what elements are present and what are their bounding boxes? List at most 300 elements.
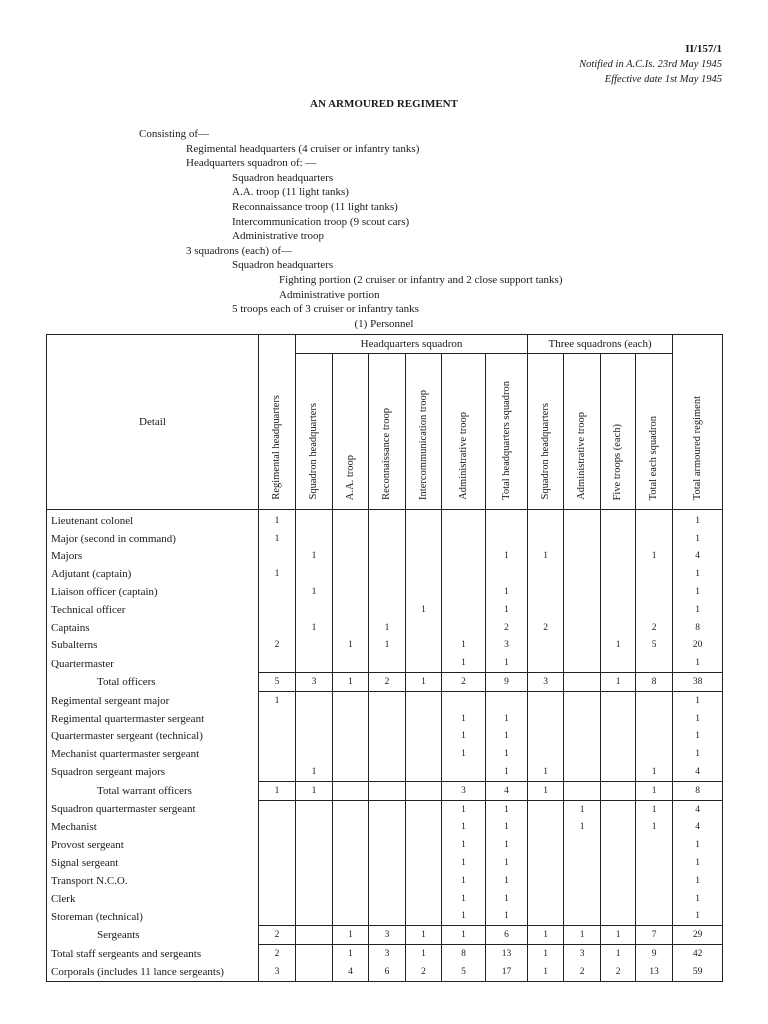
table-cell: 1 — [442, 854, 486, 872]
table-cell: 1 — [486, 836, 528, 854]
table-cell: 1 — [486, 728, 528, 746]
table-cell: 1 — [333, 637, 369, 655]
row-label: Regimental quartermaster sergeant — [47, 710, 259, 728]
table-cell — [259, 819, 296, 837]
column-header — [406, 354, 442, 510]
table-cell: 1 — [673, 510, 723, 530]
table-cell — [486, 565, 528, 583]
row-label: Majors — [47, 548, 259, 566]
composition-item: Intercommunication troop (9 scout cars) — [232, 215, 410, 228]
table-cell — [406, 530, 442, 548]
table-total-row — [47, 673, 723, 692]
composition-item: A.A. troop (11 light tanks) — [232, 186, 349, 199]
table-cell — [259, 890, 296, 908]
composition-item: Regimental headquarters (4 cruiser or infantry tanks) — [186, 142, 420, 155]
table-cell — [601, 854, 636, 872]
table-cell — [564, 637, 601, 655]
row-label: Total officers — [47, 673, 259, 692]
table-cell — [369, 763, 406, 781]
table-cell — [296, 890, 333, 908]
table-header — [47, 335, 723, 510]
table-cell — [528, 637, 564, 655]
table-cell — [369, 890, 406, 908]
table-cell — [296, 963, 333, 981]
composition-list — [0, 127, 768, 317]
table-row — [47, 619, 723, 637]
column-header-label: Squadron headquarters — [539, 403, 551, 500]
table-cell: 1 — [442, 745, 486, 763]
table-cell: 2 — [406, 963, 442, 981]
table-cell — [601, 728, 636, 746]
table-cell — [259, 908, 296, 926]
column-header — [442, 354, 486, 510]
table-cell — [442, 691, 486, 709]
table-cell — [259, 728, 296, 746]
table-total-row — [47, 781, 723, 800]
table-cell — [259, 583, 296, 601]
table-cell — [333, 583, 369, 601]
row-label: Mechanist — [47, 819, 259, 837]
table-cell: 1 — [673, 836, 723, 854]
table-cell: 2 — [442, 673, 486, 692]
table-cell — [333, 800, 369, 818]
table-cell: 42 — [673, 945, 723, 963]
table-cell — [528, 691, 564, 709]
composition-item: 5 troops each of 3 cruiser or infantry tanks — [232, 303, 419, 316]
table-row — [47, 530, 723, 548]
row-label: Corporals (includes 11 lance sergeants) — [47, 963, 259, 981]
detail-header: Detail — [47, 335, 259, 510]
table-cell — [296, 637, 333, 655]
table-cell — [528, 530, 564, 548]
table-cell — [333, 728, 369, 746]
table-cell: 17 — [486, 963, 528, 981]
table-row — [47, 510, 723, 530]
table-cell: 1 — [486, 800, 528, 818]
table-cell — [406, 872, 442, 890]
table-cell — [636, 854, 673, 872]
table-cell: 8 — [673, 619, 723, 637]
table-cell: 6 — [486, 926, 528, 945]
table-cell — [259, 872, 296, 890]
table-cell: 1 — [486, 654, 528, 672]
table-cell: 1 — [528, 945, 564, 963]
column-header-label: Total each squadron — [648, 415, 660, 500]
table-cell: 1 — [442, 872, 486, 890]
table-cell — [333, 819, 369, 837]
row-label: Captains — [47, 619, 259, 637]
table-cell — [259, 745, 296, 763]
table-cell: 38 — [673, 673, 723, 692]
table-cell: 1 — [673, 691, 723, 709]
row-label: Regimental sergeant major — [47, 691, 259, 709]
composition-item: Fighting portion (2 cruiser or infantry and 2 close support tanks) — [279, 273, 563, 286]
table-cell: 1 — [296, 548, 333, 566]
table-cell — [369, 530, 406, 548]
table-cell — [528, 710, 564, 728]
table-cell — [636, 691, 673, 709]
table-row — [47, 691, 723, 709]
table-cell — [442, 510, 486, 530]
table-cell: 1 — [673, 530, 723, 548]
table-cell: 1 — [486, 890, 528, 908]
table-cell — [636, 565, 673, 583]
table-cell — [296, 654, 333, 672]
table-cell: 1 — [406, 945, 442, 963]
table-cell: 1 — [636, 781, 673, 800]
table-cell — [333, 890, 369, 908]
table-cell — [601, 601, 636, 619]
table-cell: 3 — [442, 781, 486, 800]
table-cell: 1 — [486, 872, 528, 890]
table-cell: 5 — [259, 673, 296, 692]
table-cell — [564, 710, 601, 728]
group-header-three-squadrons: Three squadrons (each) — [528, 335, 673, 354]
table-cell — [442, 601, 486, 619]
table-row — [47, 945, 723, 963]
table-cell: 1 — [259, 530, 296, 548]
table-cell — [369, 745, 406, 763]
table-row — [47, 565, 723, 583]
table-cell: 1 — [259, 510, 296, 530]
table-cell: 1 — [369, 637, 406, 655]
table-cell — [369, 872, 406, 890]
composition-item: Consisting of— — [139, 128, 209, 140]
table-cell — [564, 530, 601, 548]
table-cell — [601, 763, 636, 781]
table-cell: 1 — [442, 654, 486, 672]
table-cell — [564, 548, 601, 566]
table-cell — [296, 800, 333, 818]
table-cell — [486, 691, 528, 709]
table-cell: 1 — [369, 619, 406, 637]
table-cell: 1 — [486, 583, 528, 601]
table-cell — [333, 908, 369, 926]
table-cell — [564, 854, 601, 872]
table-row — [47, 710, 723, 728]
table-cell — [564, 890, 601, 908]
table-cell: 1 — [673, 745, 723, 763]
table-cell — [601, 890, 636, 908]
table-cell — [369, 548, 406, 566]
table-cell — [564, 781, 601, 800]
table-cell — [564, 836, 601, 854]
table-cell — [564, 601, 601, 619]
table-row — [47, 583, 723, 601]
table-cell: 1 — [564, 926, 601, 945]
table-cell — [296, 565, 333, 583]
table-cell — [601, 548, 636, 566]
row-label: Total warrant officers — [47, 781, 259, 800]
table-cell — [528, 908, 564, 926]
table-cell: 4 — [673, 763, 723, 781]
table-cell — [296, 836, 333, 854]
table-cell — [636, 510, 673, 530]
table-cell — [333, 872, 369, 890]
column-header-label: Five troops (each) — [612, 423, 624, 500]
table-cell — [259, 800, 296, 818]
table-cell — [406, 619, 442, 637]
table-cell — [296, 926, 333, 945]
table-cell: 1 — [528, 926, 564, 945]
table-cell — [333, 781, 369, 800]
table-cell — [442, 548, 486, 566]
row-label: Major (second in command) — [47, 530, 259, 548]
table-cell — [528, 890, 564, 908]
column-header — [564, 354, 601, 510]
table-cell: 1 — [486, 745, 528, 763]
table-cell — [442, 565, 486, 583]
table-cell: 5 — [636, 637, 673, 655]
table-cell: 2 — [259, 926, 296, 945]
table-cell — [369, 510, 406, 530]
table-cell — [369, 854, 406, 872]
table-cell — [636, 745, 673, 763]
table-cell: 1 — [486, 854, 528, 872]
column-header-label: A.A. troop — [344, 454, 356, 500]
table-cell — [528, 601, 564, 619]
table-cell: 1 — [442, 800, 486, 818]
column-header-label: Regimental headquarters — [271, 395, 282, 500]
table-cell: 1 — [636, 548, 673, 566]
table-cell — [333, 854, 369, 872]
column-header-label: Intercommunication troop — [417, 390, 429, 500]
table-cell: 1 — [564, 800, 601, 818]
table-cell: 7 — [636, 926, 673, 945]
table-cell: 1 — [442, 728, 486, 746]
table-cell — [296, 819, 333, 837]
table-cell: 1 — [673, 583, 723, 601]
section-title: (1) Personnel — [354, 318, 414, 330]
table-cell: 1 — [673, 728, 723, 746]
table-cell — [636, 710, 673, 728]
table-cell: 1 — [528, 763, 564, 781]
table-cell: 4 — [486, 781, 528, 800]
table-cell: 1 — [442, 819, 486, 837]
composition-item: Reconnaissance troop (11 light tanks) — [232, 200, 398, 213]
table-cell — [564, 583, 601, 601]
column-header-label: Reconnaissance troop — [381, 408, 392, 500]
row-label: Quartermaster sergeant (technical) — [47, 728, 259, 746]
composition-item: 3 squadrons (each) of— — [186, 244, 292, 257]
table-cell: 1 — [528, 548, 564, 566]
table-cell: 2 — [369, 673, 406, 692]
table-cell — [259, 763, 296, 781]
row-label: Provost sergeant — [47, 836, 259, 854]
table-cell: 8 — [636, 673, 673, 692]
table-cell: 1 — [296, 583, 333, 601]
table-cell — [601, 710, 636, 728]
table-cell — [333, 654, 369, 672]
table-cell — [601, 619, 636, 637]
row-label: Signal sergeant — [47, 854, 259, 872]
column-header — [673, 335, 723, 510]
column-header — [296, 354, 333, 510]
table-cell — [528, 800, 564, 818]
table-cell: 1 — [406, 601, 442, 619]
table-cell: 2 — [486, 619, 528, 637]
table-cell: 4 — [333, 963, 369, 981]
table-cell: 1 — [296, 619, 333, 637]
table-cell — [528, 819, 564, 837]
table-cell — [259, 854, 296, 872]
table-cell — [406, 548, 442, 566]
table-row — [47, 890, 723, 908]
table-cell — [296, 872, 333, 890]
table-cell: 1 — [486, 908, 528, 926]
column-header-label: Administrative troop — [576, 412, 588, 500]
table-cell — [369, 728, 406, 746]
table-cell — [528, 654, 564, 672]
table-cell: 1 — [296, 781, 333, 800]
column-header-label: Administrative troop — [457, 412, 469, 500]
table-cell — [636, 654, 673, 672]
table-cell — [636, 908, 673, 926]
table-cell — [296, 728, 333, 746]
notified-date: Notified in A.C.Is. 23rd May 1945 — [579, 59, 722, 70]
table-cell: 3 — [528, 673, 564, 692]
table-cell — [406, 781, 442, 800]
table-cell: 13 — [636, 963, 673, 981]
table-cell — [564, 654, 601, 672]
table-cell — [406, 763, 442, 781]
table-cell: 1 — [259, 691, 296, 709]
table-cell: 13 — [486, 945, 528, 963]
table-cell: 1 — [486, 710, 528, 728]
table-cell — [259, 654, 296, 672]
table-cell — [369, 691, 406, 709]
table-cell: 1 — [406, 673, 442, 692]
column-header — [528, 354, 564, 510]
table-cell — [528, 583, 564, 601]
table-cell: 4 — [673, 548, 723, 566]
table-cell — [333, 745, 369, 763]
table-cell: 1 — [259, 565, 296, 583]
table-total-row — [47, 926, 723, 945]
table-cell — [601, 800, 636, 818]
table-cell: 1 — [673, 654, 723, 672]
table-cell — [259, 619, 296, 637]
table-cell — [296, 510, 333, 530]
table-cell: 1 — [406, 926, 442, 945]
table-cell — [296, 908, 333, 926]
table-cell — [296, 945, 333, 963]
table-cell: 29 — [673, 926, 723, 945]
table-cell — [601, 781, 636, 800]
table-row — [47, 763, 723, 781]
table-cell — [564, 619, 601, 637]
table-cell — [333, 601, 369, 619]
composition-item: Administrative portion — [279, 288, 380, 301]
table-cell: 9 — [486, 673, 528, 692]
table-cell: 1 — [636, 763, 673, 781]
table-cell — [259, 710, 296, 728]
table-cell — [636, 728, 673, 746]
table-cell — [636, 872, 673, 890]
table-cell — [601, 819, 636, 837]
table-cell — [601, 691, 636, 709]
table-row — [47, 963, 723, 981]
table-cell: 3 — [564, 945, 601, 963]
table-cell — [601, 510, 636, 530]
table-cell: 1 — [442, 710, 486, 728]
effective-date: Effective date 1st May 1945 — [604, 74, 722, 85]
table-cell: 1 — [528, 781, 564, 800]
table-cell — [333, 510, 369, 530]
table-cell: 9 — [636, 945, 673, 963]
table-cell — [369, 908, 406, 926]
table-cell — [406, 637, 442, 655]
table-cell: 2 — [636, 619, 673, 637]
table-cell: 8 — [673, 781, 723, 800]
composition-item: Squadron headquarters — [232, 171, 334, 184]
table-row — [47, 854, 723, 872]
table-cell — [259, 548, 296, 566]
table-cell: 3 — [259, 963, 296, 981]
table-cell: 1 — [333, 945, 369, 963]
table-row — [47, 654, 723, 672]
table-cell: 1 — [636, 800, 673, 818]
table-row — [47, 601, 723, 619]
table-cell — [259, 601, 296, 619]
table-cell: 1 — [673, 565, 723, 583]
table-cell — [333, 710, 369, 728]
table-cell — [406, 908, 442, 926]
table-cell — [369, 800, 406, 818]
table-cell — [601, 872, 636, 890]
table-cell — [636, 890, 673, 908]
table-cell — [601, 654, 636, 672]
row-label: Lieutenant colonel — [47, 510, 259, 530]
table-cell: 1 — [564, 819, 601, 837]
table-cell — [528, 565, 564, 583]
table-cell — [406, 728, 442, 746]
table-cell: 1 — [486, 601, 528, 619]
row-label: Clerk — [47, 890, 259, 908]
table-cell — [333, 548, 369, 566]
table-cell — [296, 710, 333, 728]
table-cell — [564, 763, 601, 781]
row-label: Sergeants — [47, 926, 259, 945]
table-row — [47, 836, 723, 854]
table-cell: 2 — [601, 963, 636, 981]
table-cell — [406, 565, 442, 583]
row-label: Squadron sergeant majors — [47, 763, 259, 781]
table-cell — [528, 854, 564, 872]
table-cell — [601, 836, 636, 854]
table-cell — [601, 583, 636, 601]
table-cell: 3 — [369, 945, 406, 963]
column-header — [369, 354, 406, 510]
table-cell: 1 — [486, 819, 528, 837]
table-cell — [564, 728, 601, 746]
row-label: Adjutant (captain) — [47, 565, 259, 583]
table-cell: 1 — [442, 637, 486, 655]
table-cell: 1 — [442, 836, 486, 854]
column-header — [486, 354, 528, 510]
table-cell: 2 — [528, 619, 564, 637]
table-cell: 2 — [564, 963, 601, 981]
table-cell — [564, 510, 601, 530]
table-cell: 1 — [486, 548, 528, 566]
table-cell: 8 — [442, 945, 486, 963]
table-cell — [528, 510, 564, 530]
table-cell — [369, 565, 406, 583]
table-cell — [406, 654, 442, 672]
table-cell — [636, 530, 673, 548]
row-label: Technical officer — [47, 601, 259, 619]
table-cell — [636, 601, 673, 619]
